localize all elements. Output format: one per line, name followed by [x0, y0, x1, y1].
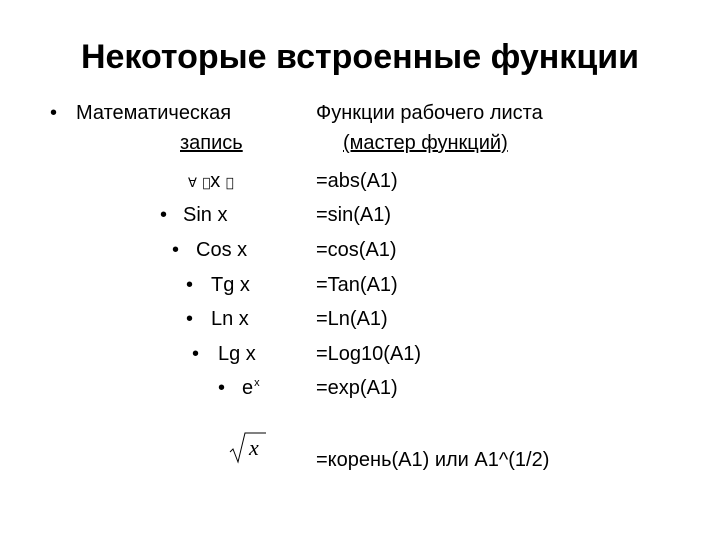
- right-row-abs: =abs(A1): [316, 170, 398, 192]
- bullet-marker: •: [218, 377, 226, 399]
- bullet-marker: •: [186, 308, 194, 330]
- left-header-line1: Математическая: [76, 102, 232, 124]
- abs-var: x: [202, 170, 213, 192]
- right-row-ln: =Ln(A1): [316, 308, 388, 330]
- right-row-sqrt: =корень(A1) или A1^(1/2): [316, 449, 550, 471]
- bullet-marker: •: [160, 204, 168, 226]
- left-item-lg: Lg x: [218, 343, 256, 365]
- right-row-cos: =cos(A1): [316, 239, 397, 261]
- bullet-marker: •: [192, 343, 200, 365]
- right-header-line1: Функции рабочего листа: [316, 102, 543, 124]
- exp-base: e: [242, 377, 254, 399]
- radical-sign: [230, 433, 266, 462]
- right-row-log10: =Log10(A1): [316, 343, 422, 365]
- sqrt-var: x: [249, 435, 259, 460]
- sqrt-formula: [228, 430, 268, 466]
- right-header-line2: (мастер функций): [343, 132, 508, 154]
- right-row-exp: =exp(A1): [316, 377, 398, 399]
- left-item-sin: Sin x: [183, 204, 228, 226]
- left-header-line2: запись: [180, 132, 243, 154]
- exp-superscript: x: [254, 377, 260, 389]
- bullet-marker: •: [50, 102, 58, 124]
- left-item-cos: Cos x: [196, 239, 248, 261]
- left-item-tg: Tg x: [211, 274, 250, 296]
- abs-notation: [188, 169, 234, 196]
- left-item-exp: [242, 376, 260, 403]
- bullet-marker: •: [186, 274, 194, 296]
- page-title: Некоторые встроенные функции: [80, 38, 640, 76]
- left-item-ln: Ln x: [211, 308, 249, 330]
- bullet-marker: •: [172, 239, 180, 261]
- missing-glyph-right: [226, 176, 234, 191]
- right-row-sin: =sin(A1): [316, 204, 392, 226]
- right-row-tan: =Tan(A1): [316, 274, 398, 296]
- forall-symbol: ∀: [188, 176, 197, 191]
